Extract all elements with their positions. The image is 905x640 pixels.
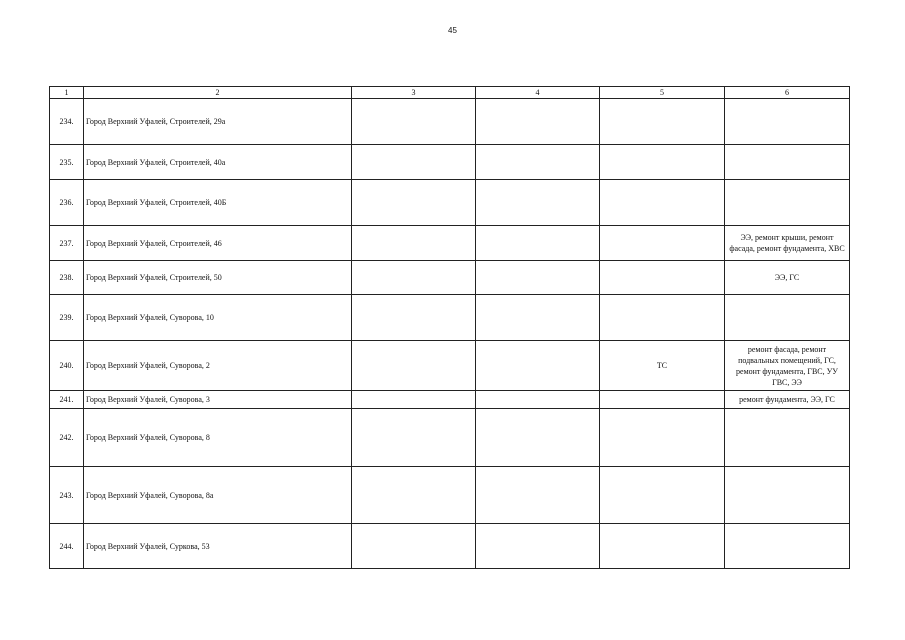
row-address: Город Верхний Уфалей, Суворова, 8а bbox=[84, 467, 352, 524]
cell-col4 bbox=[476, 409, 600, 467]
cell-col4 bbox=[476, 467, 600, 524]
row-address: Город Верхний Уфалей, Суворова, 8 bbox=[84, 409, 352, 467]
row-address: Город Верхний Уфалей, Строителей, 46 bbox=[84, 226, 352, 261]
table-row bbox=[50, 180, 850, 226]
row-number: 237. bbox=[50, 226, 84, 261]
table-row bbox=[50, 391, 850, 409]
cell-col4 bbox=[476, 341, 600, 391]
cell-col5: ТС bbox=[600, 341, 725, 391]
cell-col5 bbox=[600, 295, 725, 341]
table-row bbox=[50, 145, 850, 180]
cell-col5 bbox=[600, 99, 725, 145]
cell-col3 bbox=[352, 261, 476, 295]
column-header: 4 bbox=[476, 87, 600, 99]
column-header: 2 bbox=[84, 87, 352, 99]
cell-col6: ЭЭ, ГС bbox=[725, 261, 850, 295]
cell-col6 bbox=[725, 467, 850, 524]
row-number: 238. bbox=[50, 261, 84, 295]
cell-col5 bbox=[600, 180, 725, 226]
column-header: 1 bbox=[50, 87, 84, 99]
cell-col5 bbox=[600, 467, 725, 524]
row-number: 243. bbox=[50, 467, 84, 524]
cell-col3 bbox=[352, 391, 476, 409]
data-table bbox=[49, 86, 850, 569]
cell-col6 bbox=[725, 180, 850, 226]
cell-col5 bbox=[600, 226, 725, 261]
row-number: 235. bbox=[50, 145, 84, 180]
row-address: Город Верхний Уфалей, Суворова, 2 bbox=[84, 341, 352, 391]
table-row bbox=[50, 99, 850, 145]
row-number: 234. bbox=[50, 99, 84, 145]
cell-col6 bbox=[725, 409, 850, 467]
cell-col4 bbox=[476, 524, 600, 569]
row-number: 242. bbox=[50, 409, 84, 467]
cell-col5 bbox=[600, 409, 725, 467]
cell-col4 bbox=[476, 99, 600, 145]
row-address: Город Верхний Уфалей, Строителей, 40а bbox=[84, 145, 352, 180]
cell-col4 bbox=[476, 295, 600, 341]
cell-col4 bbox=[476, 391, 600, 409]
cell-col5 bbox=[600, 261, 725, 295]
row-address: Город Верхний Уфалей, Строителей, 29а bbox=[84, 99, 352, 145]
cell-col3 bbox=[352, 467, 476, 524]
cell-col3 bbox=[352, 409, 476, 467]
row-address: Город Верхний Уфалей, Суворова, 10 bbox=[84, 295, 352, 341]
table-row bbox=[50, 295, 850, 341]
row-number: 244. bbox=[50, 524, 84, 569]
column-header: 5 bbox=[600, 87, 725, 99]
cell-col3 bbox=[352, 145, 476, 180]
row-number: 239. bbox=[50, 295, 84, 341]
row-address: Город Верхний Уфалей, Суркова, 53 bbox=[84, 524, 352, 569]
row-address: Город Верхний Уфалей, Строителей, 40Б bbox=[84, 180, 352, 226]
cell-col6 bbox=[725, 145, 850, 180]
cell-col4 bbox=[476, 180, 600, 226]
header-row bbox=[50, 87, 850, 99]
cell-col3 bbox=[352, 341, 476, 391]
table-row bbox=[50, 226, 850, 261]
cell-col6: ремонт фасада, ремонт подвальных помещений, ГС, ремонт фундамента, ГВС, УУ ГВС, ЭЭ bbox=[725, 341, 850, 391]
row-number: 240. bbox=[50, 341, 84, 391]
page-number: 45 bbox=[448, 26, 457, 35]
cell-col3 bbox=[352, 295, 476, 341]
table-row bbox=[50, 524, 850, 569]
column-header: 3 bbox=[352, 87, 476, 99]
cell-col4 bbox=[476, 261, 600, 295]
column-header: 6 bbox=[725, 87, 850, 99]
row-number: 236. bbox=[50, 180, 84, 226]
cell-col6 bbox=[725, 99, 850, 145]
cell-col6 bbox=[725, 524, 850, 569]
cell-col3 bbox=[352, 180, 476, 226]
cell-col6: ремонт фундамента, ЭЭ, ГС bbox=[725, 391, 850, 409]
row-address: Город Верхний Уфалей, Строителей, 50 bbox=[84, 261, 352, 295]
cell-col6: ЭЭ, ремонт крыши, ремонт фасада, ремонт фундамента, ХВС bbox=[725, 226, 850, 261]
table-row bbox=[50, 467, 850, 524]
table-row bbox=[50, 261, 850, 295]
cell-col4 bbox=[476, 226, 600, 261]
row-address: Город Верхний Уфалей, Суворова, 3 bbox=[84, 391, 352, 409]
cell-col3 bbox=[352, 524, 476, 569]
cell-col5 bbox=[600, 391, 725, 409]
cell-col3 bbox=[352, 226, 476, 261]
cell-col5 bbox=[600, 524, 725, 569]
table-row bbox=[50, 409, 850, 467]
cell-col3 bbox=[352, 99, 476, 145]
row-number: 241. bbox=[50, 391, 84, 409]
table-row bbox=[50, 341, 850, 391]
cell-col4 bbox=[476, 145, 600, 180]
cell-col6 bbox=[725, 295, 850, 341]
cell-col5 bbox=[600, 145, 725, 180]
